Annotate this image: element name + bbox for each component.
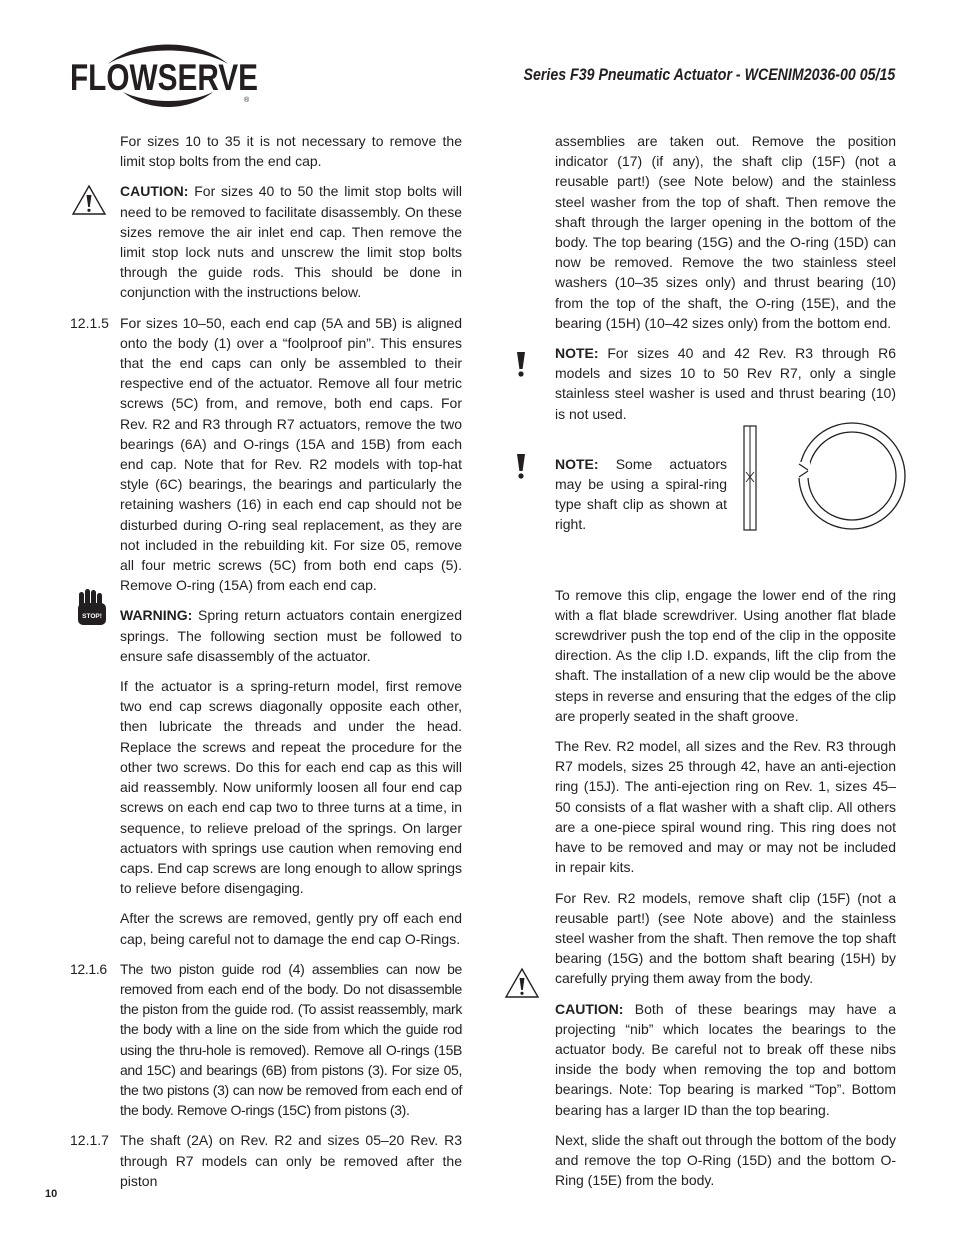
paragraph-limit-stop: For sizes 10 to 35 it is not necessary to remove the limit stop bolts from the end cap. xyxy=(120,133,462,170)
caution-triangle-icon xyxy=(504,967,540,1004)
paragraph-remove-clip: To remove this clip, engage the lower end of the ring with a flat blade screwdriver. Using another flat blade screwdriver push the top end of the clip in the opposite direction. As the clip I.D. expands, lift the clip from the shaft. The installation of a new clip would be the above steps in reverse and ensuring that the edges of the clip are properly seated in the shaft groove. xyxy=(555,586,896,724)
paragraph-rev-r2: For Rev. R2 models, remove shaft clip (15F) (not a reusable part!) (see Note above) and the stainless steel washer from the shaft. Then remove the top shaft bearing (15G) and the bottom shaft bearing (15H) by carefully prying them away from the body. xyxy=(555,889,896,987)
section-12-1-7 xyxy=(70,1130,462,1191)
page-number: 10 xyxy=(45,1188,58,1200)
flowserve-logo xyxy=(68,40,268,110)
warning-springs xyxy=(120,605,462,666)
section-number: 12.1.5 xyxy=(70,314,109,331)
warning-text: Spring return actuators contain energized springs. The following section must be followed to ensure safe disassembly of the actuator. xyxy=(120,607,462,664)
stop-hand-icon xyxy=(76,589,108,632)
exclamation-icon xyxy=(514,350,528,383)
note-label: NOTE: xyxy=(555,345,599,362)
caution-bearings xyxy=(555,999,896,1120)
left-column xyxy=(70,131,462,1201)
note-label: NOTE: xyxy=(555,455,599,472)
caution-text: Both of these bearings may have a projecting “nib” which locates the bearings to the actuator body. Be careful not to break off these nibs inside the body when removing the top and bottom bearings. Note: Top bearing is marked “Top”. Bottom bearing has a larger ID than the top bearing. xyxy=(555,1000,896,1118)
paragraph-spring-return: If the actuator is a spring-return model, first remove two end cap screws diagonally opposite each other, then lubricate the threads and under the head. Replace the screws and repeat the procedure for the other two screws. Do this for each end cap as this will aid reassembly. Now uniformly loosen all four end cap screws on each end cap two to three turns at a time, in sequence, to relieve preload of the springs. On larger actuators with springs use caution when removing end caps. End cap screws are long enough to allow springs to relieve before disengaging. xyxy=(120,678,462,897)
paragraph-shaft-removal: assemblies are taken out. Remove the position indicator (17) (if any), the shaft clip (15F) (not a reusable part!) (see Note below) and the stainless steel washer from the top of shaft. Then remove the shaft through the larger opening in the bottom of the body. The top bearing (15G) and the O-ring (15D) can now be removed. Remove the two stainless steel washers (10–35 sizes only) and thrust bearing (10) from the top of the shaft, the O-ring (15E), and the bearing (15H) (10–42 sizes only) from the bottom end. xyxy=(555,133,896,331)
right-column xyxy=(555,131,896,1200)
note-spiral-ring xyxy=(555,454,727,535)
exclamation-icon xyxy=(514,452,528,485)
caution-label: CAUTION: xyxy=(555,1000,624,1017)
stop-icon-label: STOP! xyxy=(82,613,102,620)
caution-limit-stop xyxy=(120,181,462,302)
section-number: 12.1.7 xyxy=(70,1132,109,1149)
paragraph-slide-shaft: Next, slide the shaft out through the bottom of the body and remove the top O-Ring (15D) and the bottom O-Ring (15E) from the body. xyxy=(555,1131,896,1189)
section-text: The two piston guide rod (4) assemblies can now be removed from each end of the body. Do not disassemble the piston from the guide rod. (To assist reassembly, mark the body with a line on the side from which the guide rod using the thru-hole is removed). Remove all O-rings (15B and 15C) and bearings (6B) from pistons (3). For size 05, the two pistons (3) can now be removed from each end of the body. Remove O-rings (15C) from pistons (3). xyxy=(120,960,462,1119)
flowserve-logo-graphic xyxy=(68,40,268,110)
caution-triangle-icon xyxy=(71,184,107,221)
warning-label: WARNING: xyxy=(120,607,193,624)
caution-text: For sizes 40 to 50 the limit stop bolts will need to be removed to facilitate disassembly. On these sizes remove the air inlet end cap. Then remove the limit stop lock nuts and unscrew the limit stop bolts through the guide rods. This should be done in conjunction with the instructions below. xyxy=(120,183,462,301)
document-header-title: Series F39 Pneumatic Actuator - WCENIM2036-00 05/15 xyxy=(523,66,895,84)
section-number: 12.1.6 xyxy=(70,960,107,977)
note-text: For sizes 40 and 42 Rev. R3 through R6 models and sizes 10 to 50 Rev R7, only a single stainless steel washer is used and thrust bearing (10) is not used. xyxy=(555,345,896,422)
logo-wordmark: FLOWSERVE xyxy=(70,57,258,98)
section-text: The shaft (2A) on Rev. R2 and sizes 05–20 Rev. R3 through R7 models can only be removed after the piston xyxy=(120,1132,462,1189)
section-12-1-6 xyxy=(70,959,462,1121)
section-12-1-5 xyxy=(70,313,462,596)
paragraph-after-screws: After the screws are removed, gently pry off each end cap, being careful not to damage the end cap O-Rings. xyxy=(120,910,462,947)
note-single-washer xyxy=(555,343,896,424)
logo-registered-mark: ® xyxy=(244,97,250,104)
paragraph-anti-ejection-ring: The Rev. R2 model, all sizes and the Rev. R3 through R7 models, sizes 25 through 42, have an anti-ejection ring (15J). The anti-ejection ring on Rev. 1, sizes 45–50 consists of a flat washer with a shaft clip. All others are a one-piece spiral wound ring. This ring does not have to be removed and may or may not be included in repair kits. xyxy=(555,738,896,876)
section-text: For sizes 10–50, each end cap (5A and 5B) is aligned onto the body (1) over a “foolproof pin”. This ensures that the end caps can only be assembled to their respective end of the actuator. Remove all four metric screws (5C) from, and remove, both end caps. For Rev. R2 and R3 through R7 actuators, remove the two bearings (6A) and O-rings (15A and 15B) from each end cap. Note that for Rev. R2 models with top-hat style (6C) bearings, the bearings and particularly the retaining washers (16) in each end cap should not be disturbed during O-ring seal replacement, as they are not included in the rebuilding kit. For size 05, remove all four metric screws (5C) from both end caps (5). Remove O-ring (15A) from each end cap. xyxy=(120,314,462,594)
note-text: Some actuators may be using a spiral-ring type shaft clip as shown at right. xyxy=(555,455,727,533)
caution-label: CAUTION: xyxy=(120,183,189,200)
